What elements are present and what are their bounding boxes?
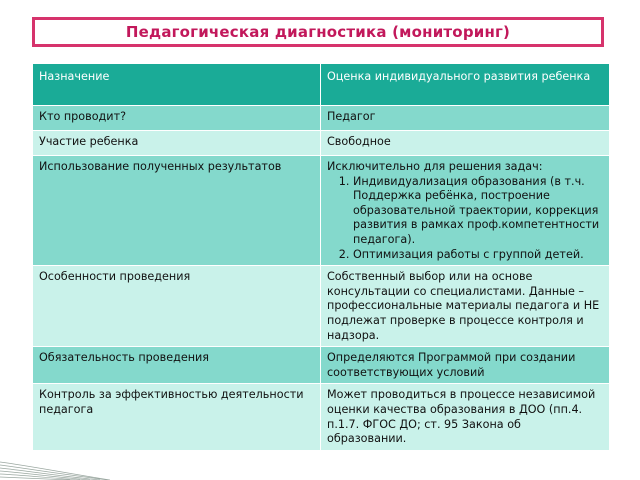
table-header-row [33, 64, 610, 106]
table-row [33, 106, 610, 131]
list-item: 1. Индивидуализация образования (в т.ч. Поддержка ребёнка, построение образовательной траектории, коррекция развития в рамках проф.компетентности педагога). [353, 175, 603, 248]
table-row [33, 347, 610, 384]
row-label: Особенности проведения [33, 266, 321, 347]
header-label-cell: Назначение [33, 64, 321, 106]
row-value [321, 156, 610, 266]
table-row [33, 384, 610, 450]
row-value: Собственный выбор или на основе консультации со специалистами. Данные – профессиональные материалы педагога и НЕ подлежат проверке в процессе контроля и надзора. [321, 266, 610, 347]
row-value: Педагог [321, 106, 610, 131]
row-label: Обязательность проведения [33, 347, 321, 384]
row-label: Участие ребенка [33, 131, 321, 156]
row-value: Может проводиться в процессе независимой оценки качества образования в ДОО (пп.4. п.1.7. ФГОС ДО; ст. 95 Закона об образовании. [321, 384, 610, 450]
list-item: 2. Оптимизация работы с группой детей. [353, 248, 603, 263]
tasks-intro: Исключительно для решения задач: [327, 160, 543, 173]
table-row [33, 131, 610, 156]
tasks-list [327, 175, 603, 263]
header-value-cell: Оценка индивидуального развития ребенка [321, 64, 610, 106]
page-title: Педагогическая диагностика (мониторинг) [125, 23, 511, 41]
table-row [33, 156, 610, 266]
row-label: Кто проводит? [33, 106, 321, 131]
title-banner [32, 17, 604, 47]
row-label: Контроль за эффективностью деятельности педагога [33, 384, 321, 450]
row-label: Использование полученных результатов [33, 156, 321, 266]
diagnostics-table [32, 63, 610, 451]
row-value: Свободное [321, 131, 610, 156]
table-row [33, 266, 610, 347]
row-value: Определяются Программой при создании соответствующих условий [321, 347, 610, 384]
